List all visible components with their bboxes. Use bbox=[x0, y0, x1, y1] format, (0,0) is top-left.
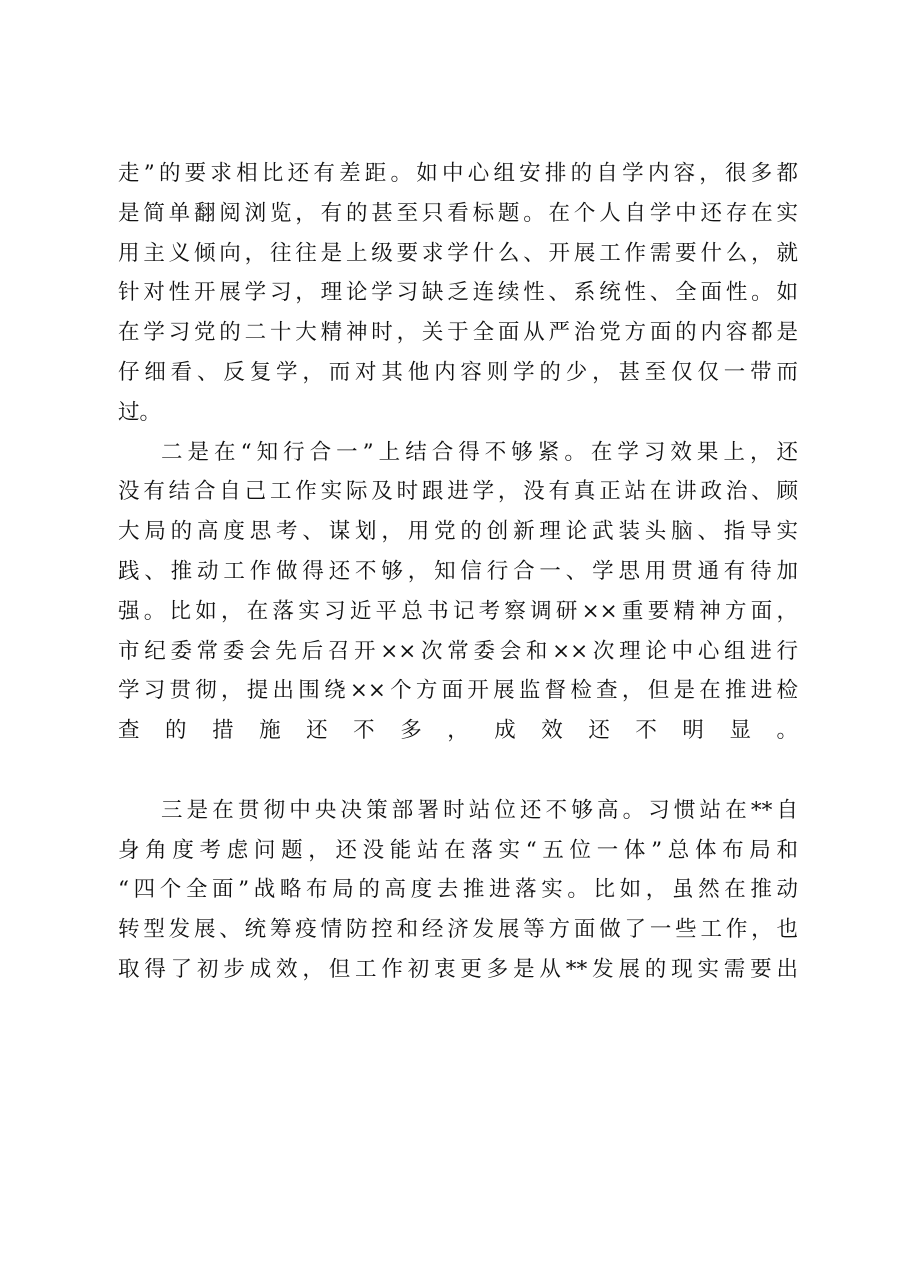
text-line: 没有结合自己工作实际及时跟进学，没有真正站在讲政治、顾 bbox=[118, 479, 798, 505]
text-line: 践、推动工作做得还不够，知信行合一、学思用贯通有待加 bbox=[118, 558, 798, 584]
text-line: 身角度考虑问题，还没能站在落实“五位一体”总体布局和 bbox=[118, 837, 798, 863]
text-line: 市纪委常委会先后召开××次常委会和××次理论中心组进行 bbox=[118, 638, 798, 664]
paragraph-1 bbox=[118, 154, 798, 433]
text-line: 大局的高度思考、谋划，用党的创新理论武装头脑、指导实 bbox=[118, 519, 798, 545]
document-body bbox=[118, 154, 798, 990]
text-line bbox=[118, 751, 798, 791]
text-line: 用主义倾向，往往是上级要求学什么、开展工作需要什么，就 bbox=[118, 240, 798, 266]
paragraph-2 bbox=[118, 433, 798, 791]
text-line: 仔细看、反复学，而对其他内容则学的少，甚至仅仅一带而 bbox=[118, 359, 798, 385]
paragraph-3 bbox=[118, 791, 798, 990]
text-line: 过。 bbox=[118, 399, 162, 425]
text-line: 针对性开展学习，理论学习缺乏连续性、系统性、全面性。如 bbox=[118, 280, 798, 306]
text-line: 学习贯彻，提出围绕××个方面开展监督检查，但是在推进检 bbox=[118, 678, 798, 704]
text-line: 二是在“知行合一”上结合得不够紧。在学习效果上，还 bbox=[161, 439, 798, 465]
text-line: “四个全面”战略布局的高度去推进落实。比如，虽然在推动 bbox=[118, 877, 798, 903]
text-line: 查的措施还不多，成效还不明显。 bbox=[118, 718, 798, 744]
text-line: 在学习党的二十大精神时，关于全面从严治党方面的内容都是 bbox=[118, 320, 798, 346]
text-line: 走”的要求相比还有差距。如中心组安排的自学内容，很多都 bbox=[118, 161, 798, 186]
text-line: 三是在贯彻中央决策部署时站位还不够高。习惯站在**自 bbox=[161, 797, 798, 823]
text-line: 转型发展、统筹疫情防控和经济发展等方面做了一些工作，也 bbox=[118, 917, 798, 943]
text-line: 是简单翻阅浏览，有的甚至只看标题。在个人自学中还存在实 bbox=[118, 200, 798, 226]
text-line: 取得了初步成效，但工作初衷更多是从**发展的现实需要出 bbox=[118, 956, 798, 982]
text-line: 强。比如，在落实习近平总书记考察调研××重要精神方面， bbox=[118, 598, 798, 624]
